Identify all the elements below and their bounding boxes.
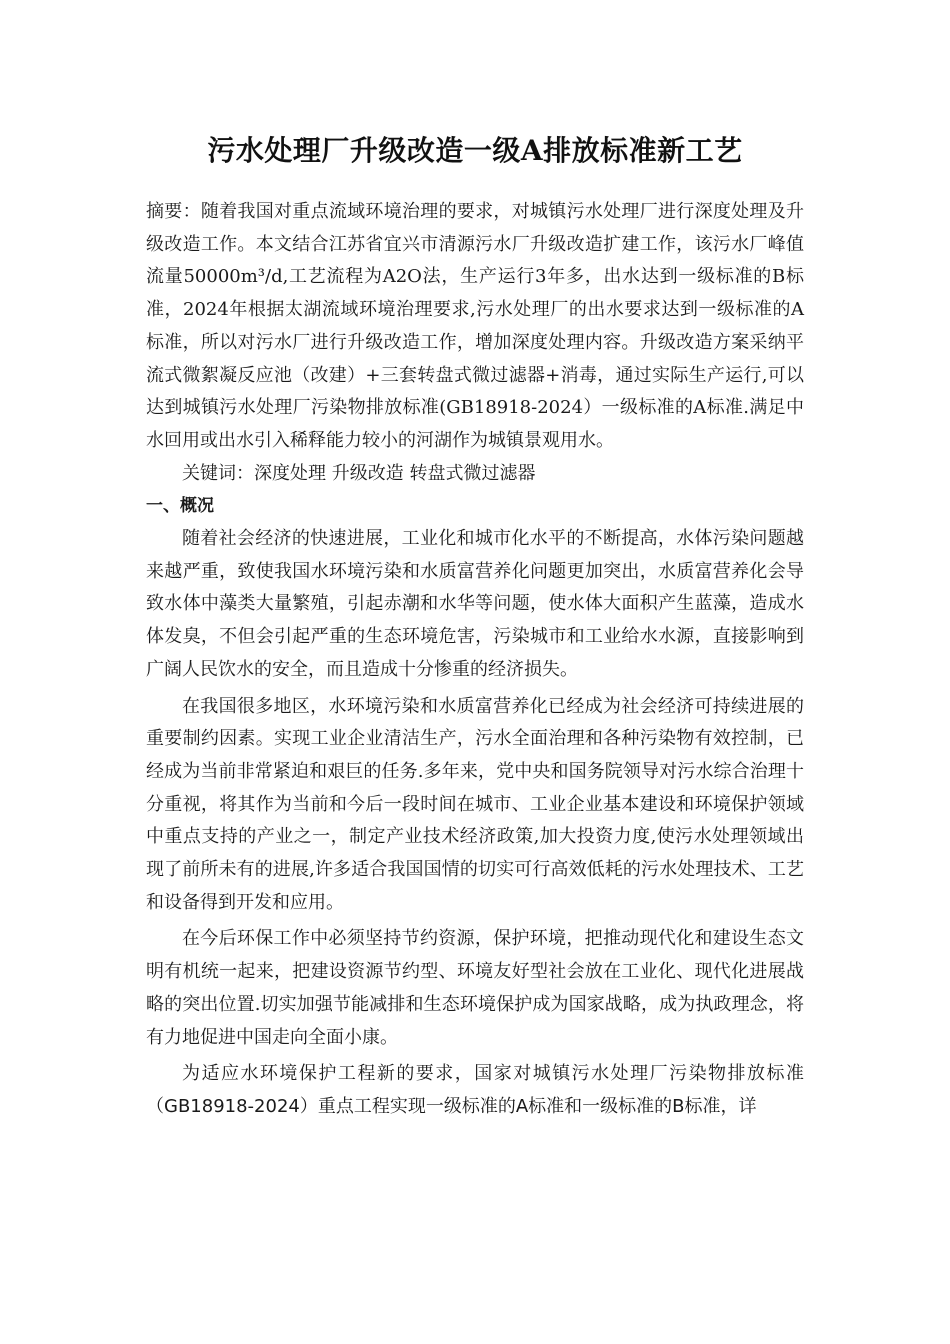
body-paragraph: 随着社会经济的快速进展，工业化和城市化水平的不断提高，水体污染问题越来越严重，致使我国水环境污染和水质富营养化问题更加突出，水质富营养化会导致水体中藻类大量繁殖，引起赤潮和水华等问题，使水体大面积产生蓝藻，造成水体发臭，不但会引起严重的生态环境危害，污染城市和工业给水水源，直接影响到广阔人民饮水的安全，而且造成十分惨重的经济损失。 <box>146 528 804 680</box>
section-heading-overview: 一、概况 <box>146 496 214 517</box>
body-paragraph: 在我国很多地区，水环境污染和水质富营养化已经成为社会经济可持续进展的重要制约因素。实现工业企业清洁生产，污水全面治理和各种污染物有效控制，已经成为当前非常紧迫和艰巨的任务.多年来，党中央和国务院领导对污水综合治理十分重视，将其作为当前和今后一段时间在城市、工业企业基本建设和环境保护领域中重点支持的产业之一，制定产业技术经济政策,加大投资力度,使污水处理领域出现了前所未有的进展,许多适合我国国情的切实可行高效低耗的污水处理技术、工艺和设备得到开发和应用。 <box>146 695 804 913</box>
body-paragraph: 为适应水环境保护工程新的要求，国家对城镇污水处理厂污染物排放标准（GB18918-2024）重点工程实现一级标准的A标准和一级标准的B标准，详 <box>146 1063 804 1117</box>
keywords-line: 关键词：深度处理 升级改造 转盘式微过滤器 <box>182 462 536 484</box>
abstract-paragraph: 摘要：随着我国对重点流域环境治理的要求，对城镇污水处理厂进行深度处理及升级改造工作。本文结合江苏省宜兴市清源污水厂升级改造扩建工作，该污水厂峰值流量50000m³/d,工艺流程为A2O法，生产运行3年多，出水达到一级标准的B标准，2024年根据太湖流域环境治理要求,污水处理厂的出水要求达到一级标准的A标准，所以对污水厂进行升级改造工作，增加深度处理内容。升级改造方案采纳平流式微絮凝反应池（改建）+三套转盘式微过滤器+消毒，通过实际生产运行,可以达到城镇污水处理厂污染物排放标准(GB18918-2024）一级标准的A标准.满足中水回用或出水引入稀释能力较小的河湖作为城镇景观用水。 <box>146 201 804 451</box>
document-body <box>146 126 804 1128</box>
document-title: 污水处理厂升级改造一级A排放标准新工艺 <box>207 134 743 167</box>
body-paragraph: 在今后环保工作中必须坚持节约资源，保护环境，把推动现代化和建设生态文明有机统一起来，把建设资源节约型、环境友好型社会放在工业化、现代化进展战略的突出位置.切实加强节能减排和生态环境保护成为国家战略，成为执政理念，将有力地促进中国走向全面小康。 <box>146 928 804 1048</box>
